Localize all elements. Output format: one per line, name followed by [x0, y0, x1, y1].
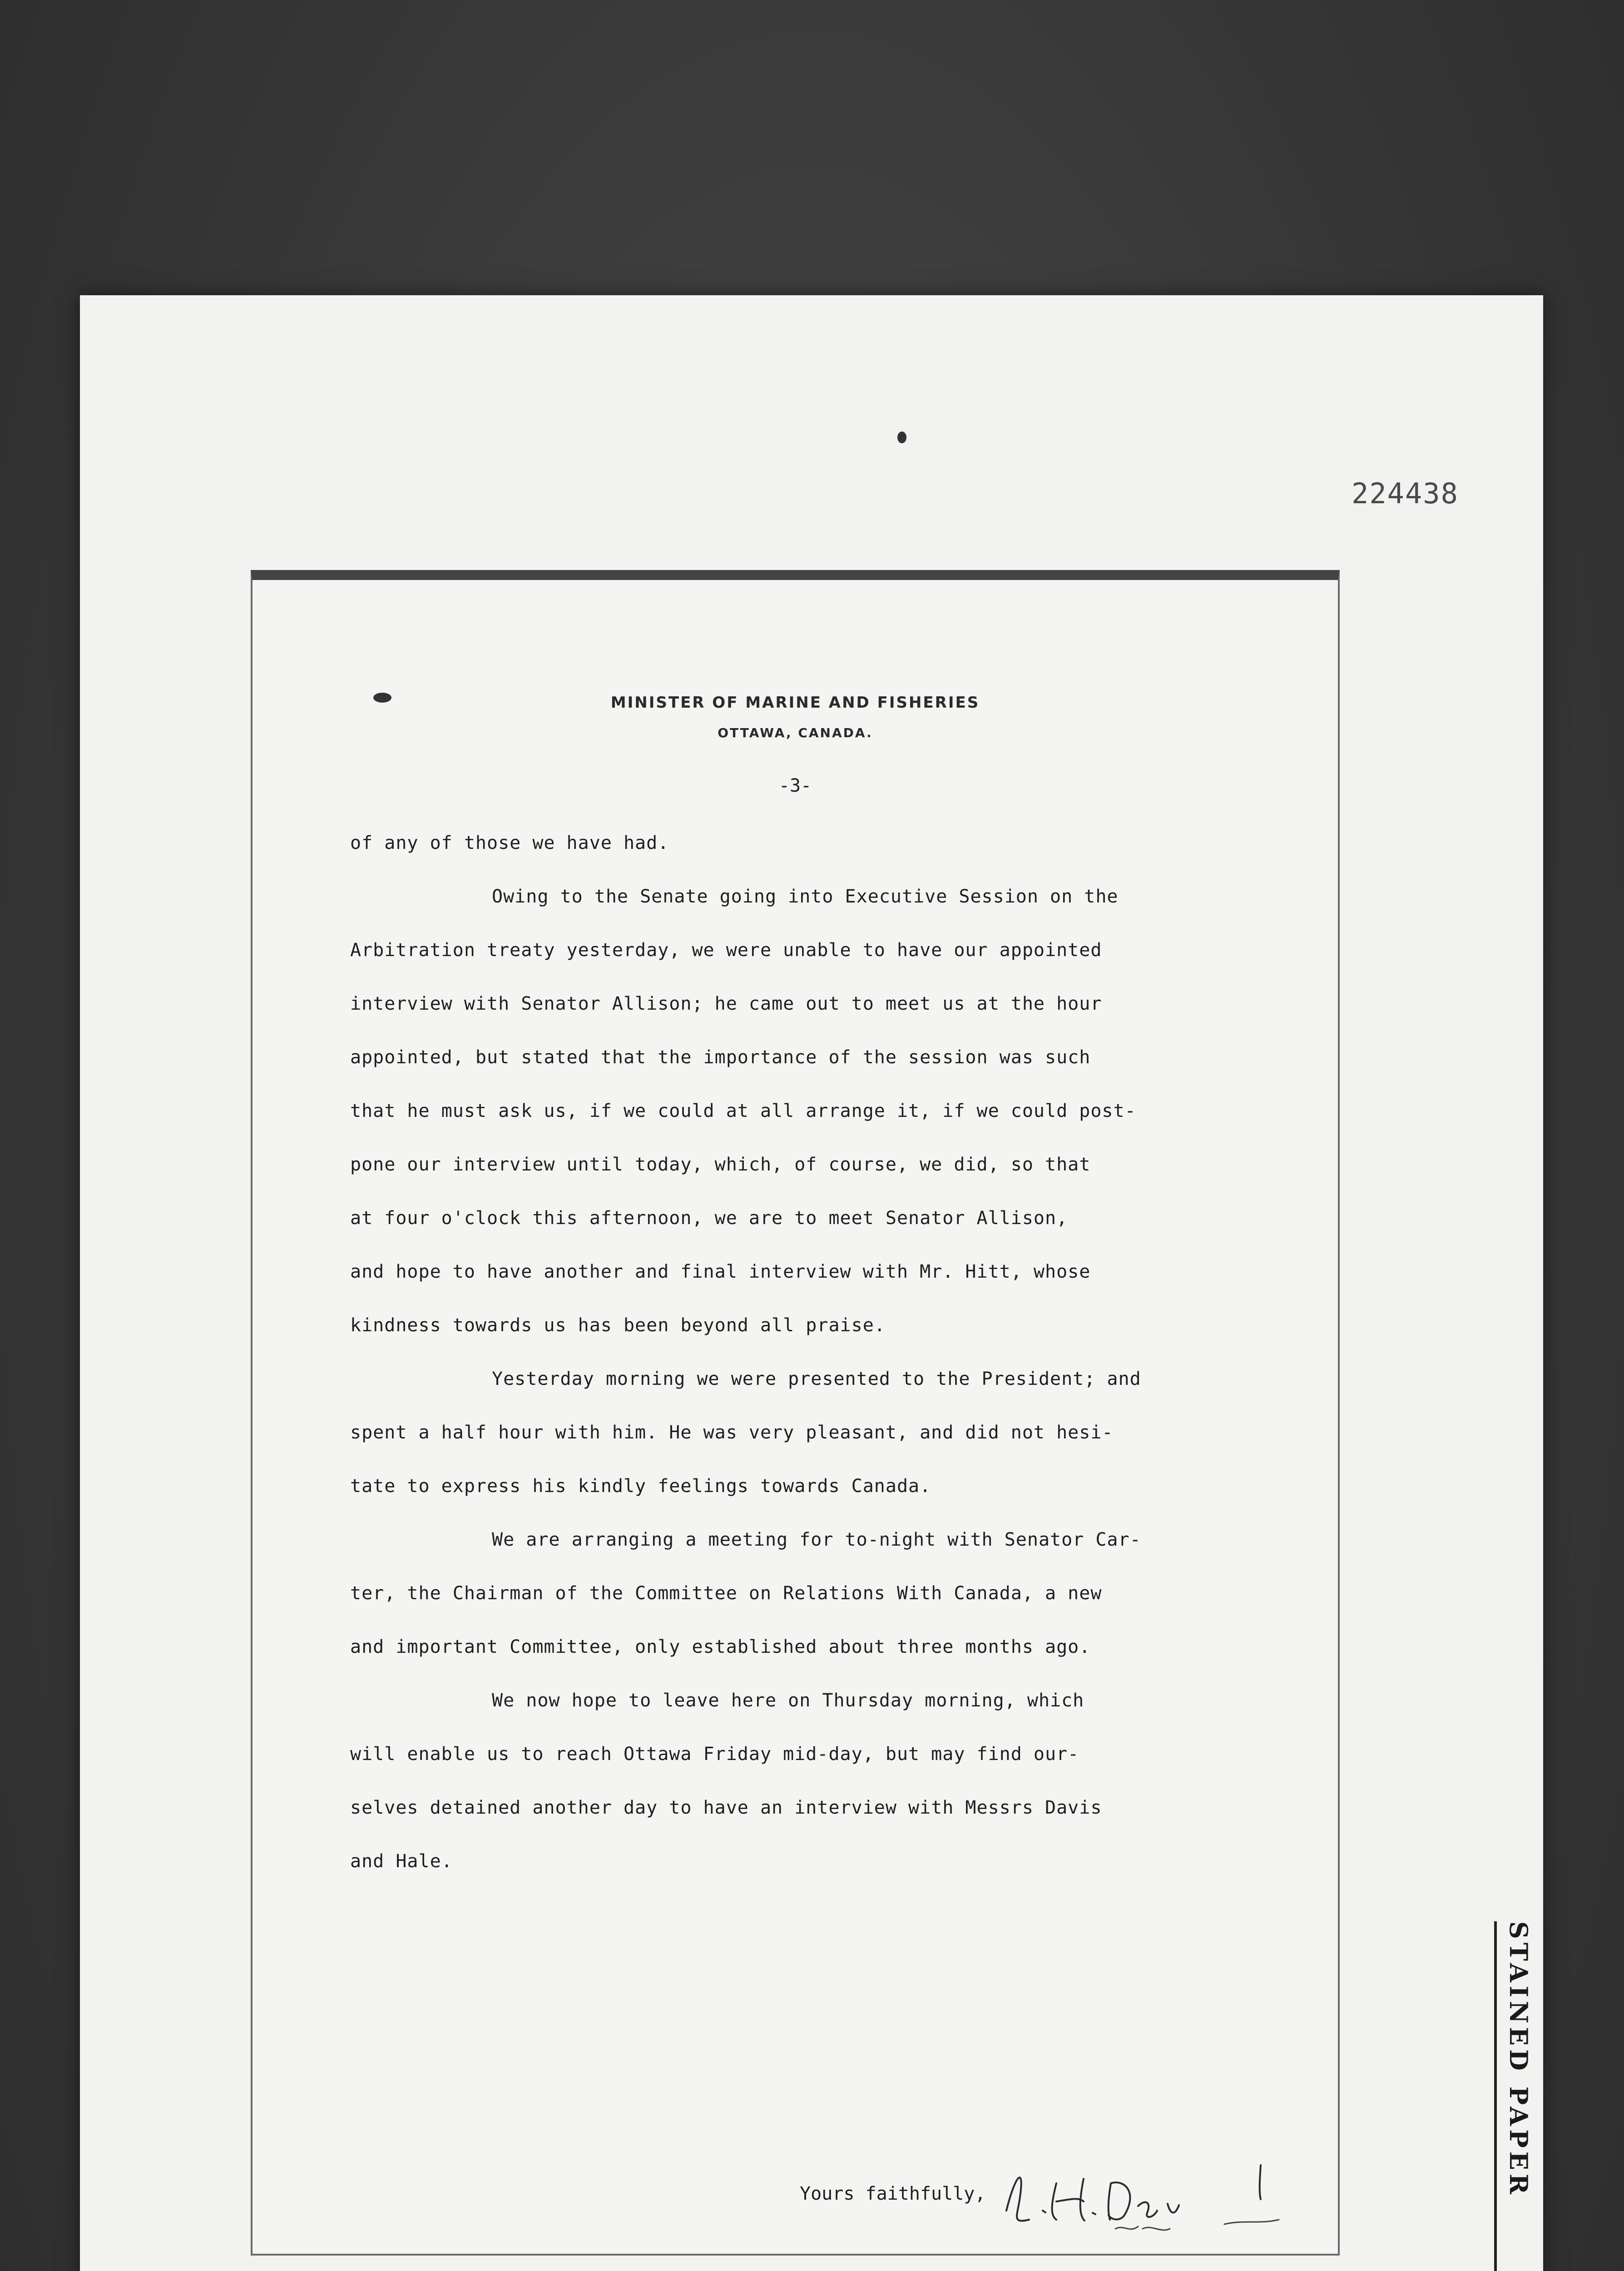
- letter-line: and important Committee, only established about three months ago.: [350, 1636, 1091, 1657]
- letter-line: tate to express his kindly feelings towards Canada.: [350, 1476, 931, 1497]
- letter-line: We now hope to leave here on Thursday morning, which: [492, 1690, 1084, 1711]
- letter-line: kindness towards us has been beyond all praise.: [350, 1315, 886, 1336]
- ink-speck: [897, 431, 906, 443]
- letter-line: will enable us to reach Ottawa Friday mid-day, but may find our-: [350, 1744, 1079, 1765]
- letter-line: that he must ask us, if we could at all arrange it, if we could post-: [350, 1101, 1136, 1121]
- letter-line: appointed, but stated that the importance of the session was such: [350, 1047, 1091, 1068]
- letter-line: Owing to the Senate going into Executive Session on the: [492, 886, 1119, 907]
- letter-line: We are arranging a meeting for to-night with Senator Car-: [492, 1529, 1141, 1550]
- letter-line: at four o'clock this afternoon, we are to meet Senator Allison,: [350, 1208, 1068, 1229]
- letter-line: Arbitration treaty yesterday, we were unable to have our appointed: [350, 940, 1102, 961]
- page-number: -3-: [778, 775, 812, 796]
- letter-sheet: [251, 570, 1340, 2256]
- stained-paper-stamp: [1494, 1921, 1540, 2271]
- letter-line: and Hale.: [350, 1851, 453, 1872]
- stamp-text: STAINED PAPER: [1504, 1921, 1533, 2198]
- letter-line: and hope to have another and final interview with Mr. Hitt, whose: [350, 1261, 1091, 1282]
- letter-line: selves detained another day to have an interview with Messrs Davis: [350, 1797, 1102, 1818]
- letter-line: interview with Senator Allison; he came out to meet us at the hour: [350, 993, 1102, 1014]
- letter-line: pone our interview until today, which, of course, we did, so that: [350, 1154, 1091, 1175]
- closing: Yours faithfully,: [800, 2183, 986, 2204]
- letterhead-organization: MINISTER OF MARINE AND FISHERIES: [610, 694, 980, 712]
- reference-number: 224438: [1352, 477, 1459, 510]
- signature: [988, 2156, 1315, 2247]
- letter-line: of any of those we have had.: [350, 833, 669, 853]
- letterhead-place: OTTAWA, CANADA.: [718, 725, 873, 740]
- letter-line: ter, the Chairman of the Committee on Relations With Canada, a new: [350, 1583, 1102, 1604]
- letter-body: [350, 816, 1317, 1888]
- letter-line: Yesterday morning we were presented to the President; and: [492, 1369, 1141, 1389]
- ink-speck: [373, 693, 391, 703]
- document-page: [80, 295, 1543, 2271]
- letter-line: spent a half hour with him. He was very pleasant, and did not hesi-: [350, 1422, 1114, 1443]
